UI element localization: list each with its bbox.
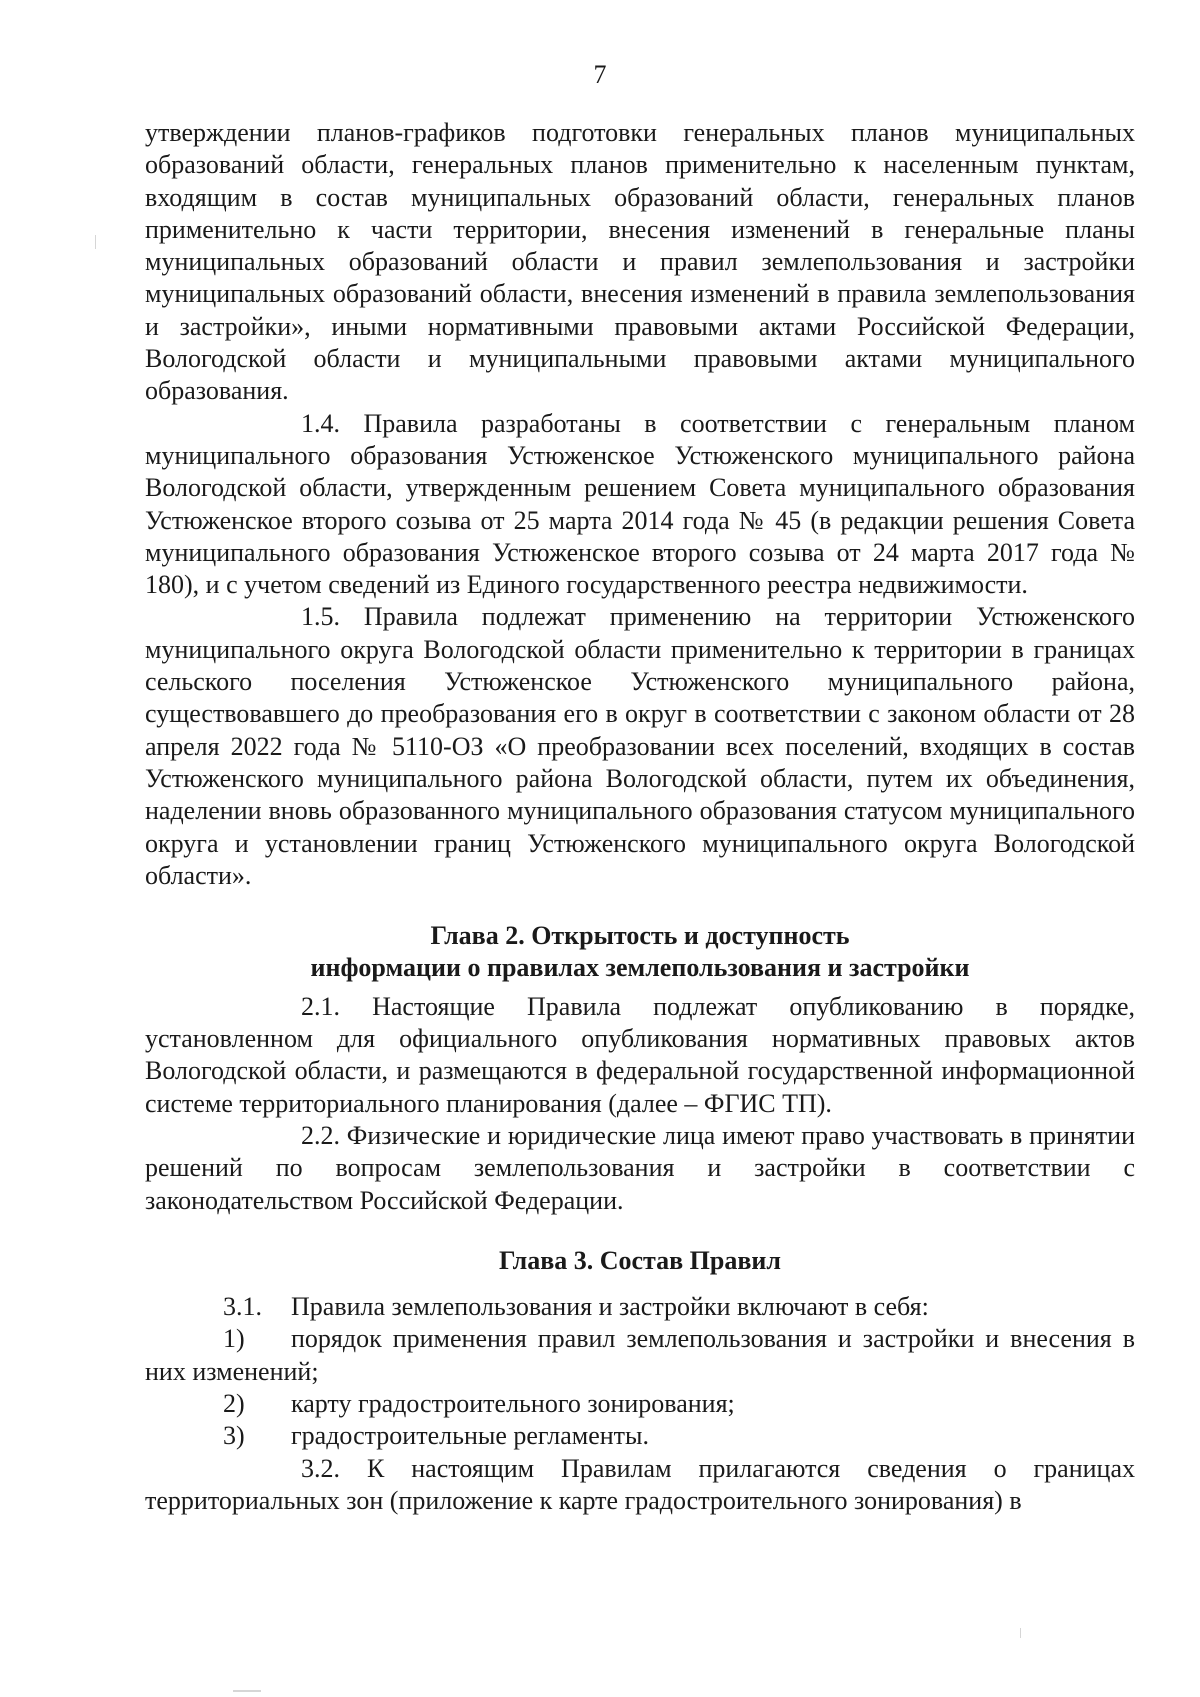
chapter-2-title-line-1: Глава 2. Открытость и доступность: [430, 921, 850, 951]
section-1-4-number: 1.4.: [301, 408, 340, 438]
list-item-2-text: карту градостроительного зонирования;: [291, 1388, 735, 1418]
intro-continuation-paragraph: утверждении планов-графиков подготовки генеральных планов муниципальных образований области, генеральных планов применительно к населенным пунктам, входящим в состав муниципальных образований области, генеральных планов применительно к части территории, внесения изменений в генеральные планы муниципальных образований области и правил землепользования и застройки муниципальных образований области, внесения изменений в правила землепользования и застройки», иными нормативными правовыми актами Российской Федерации, Вологодской области и муниципальными правовыми актами муниципального образования.: [145, 118, 1135, 406]
section-2-1-number: 2.1.: [301, 991, 340, 1021]
chapter-3-heading: Глава 3. Состав Правил: [499, 1245, 781, 1275]
list-item-2-number: 2): [223, 1388, 245, 1418]
list-item-3: [145, 1420, 1135, 1452]
section-3-2-number: 3.2.: [301, 1453, 340, 1483]
chapter-2-heading: [145, 920, 1135, 985]
section-1-5: [145, 601, 1135, 892]
section-1-4: [145, 408, 1135, 602]
list-item-1-text: порядок применения правил землепользования и застройки и внесения в них изменений;: [145, 1324, 1135, 1386]
list-item-2: [145, 1388, 1135, 1420]
section-3-2-text: К настоящим Правилам прилагаются сведения о границах территориальных зон (приложение к карте градостроительного зонирования) в: [145, 1453, 1135, 1515]
document-body: [145, 117, 1135, 1517]
page-number: 7: [593, 60, 607, 89]
section-3-1-text: Правила землепользования и застройки включают в себя:: [291, 1292, 929, 1322]
chapter-2-title-line-2: информации о правилах землепользования и застройки: [310, 953, 970, 983]
section-3-1-number: 3.1.: [223, 1292, 262, 1322]
list-item-1-number: 1): [223, 1324, 245, 1354]
scan-artifact-left: [95, 235, 96, 249]
section-3-2: [145, 1453, 1135, 1518]
section-3-1: [145, 1291, 1135, 1323]
list-item-3-number: 3): [223, 1421, 245, 1451]
section-1-5-number: 1.5.: [301, 602, 340, 632]
scan-artifact-bottom-right: [1020, 1628, 1021, 1638]
list-item-3-text: градостроительные регламенты.: [291, 1421, 650, 1451]
section-2-2-number: 2.2.: [301, 1120, 340, 1150]
section-2-1: [145, 991, 1135, 1120]
section-2-2-text: Физические и юридические лица имеют право участвовать в принятии решений по вопросам землепользования и застройки в соответствии с законодательством Российской Федерации.: [145, 1120, 1135, 1215]
section-2-2: [145, 1120, 1135, 1217]
scan-artifact-bottom-left: [233, 1690, 261, 1692]
list-item-1: [145, 1323, 1135, 1388]
section-2-1-text: Настоящие Правила подлежат опубликованию в порядке, установленном для официального опубликования нормативных правовых актов Вологодской области, и размещаются в федеральной государственной информационной системе территориального планирования (далее – ФГИС ТП).: [145, 991, 1136, 1118]
section-1-4-text: Правила разработаны в соответствии с генеральным планом муниципального образования Устюженское Устюженского муниципального района Вологодской области, утвержденным решением Совета муниципального образования Устюженское второго созыва от 25 марта 2014 года № 45 (в редакции решения Совета муниципального образования Устюженское второго созыва от 24 марта 2017 года № 180), и с учетом сведений из Единого государственного реестра недвижимости.: [145, 408, 1136, 600]
section-1-5-text: Правила подлежат применению на территории Устюженского муниципального округа Вологодской области применительно к территории в границах сельского поселения Устюженское Устюженского муниципального района, существовавшего до преобразования его в округ в соответствии с законом области от 28 апреля 2022 года № 5110-ОЗ «О преобразовании всех поселений, входящих в состав Устюженского муниципального района Вологодской области, путем их объединения, наделении вновь образованного муниципального образования статусом муниципального округа и установлении границ Устюженского муниципального округа Вологодской области».: [145, 602, 1135, 890]
